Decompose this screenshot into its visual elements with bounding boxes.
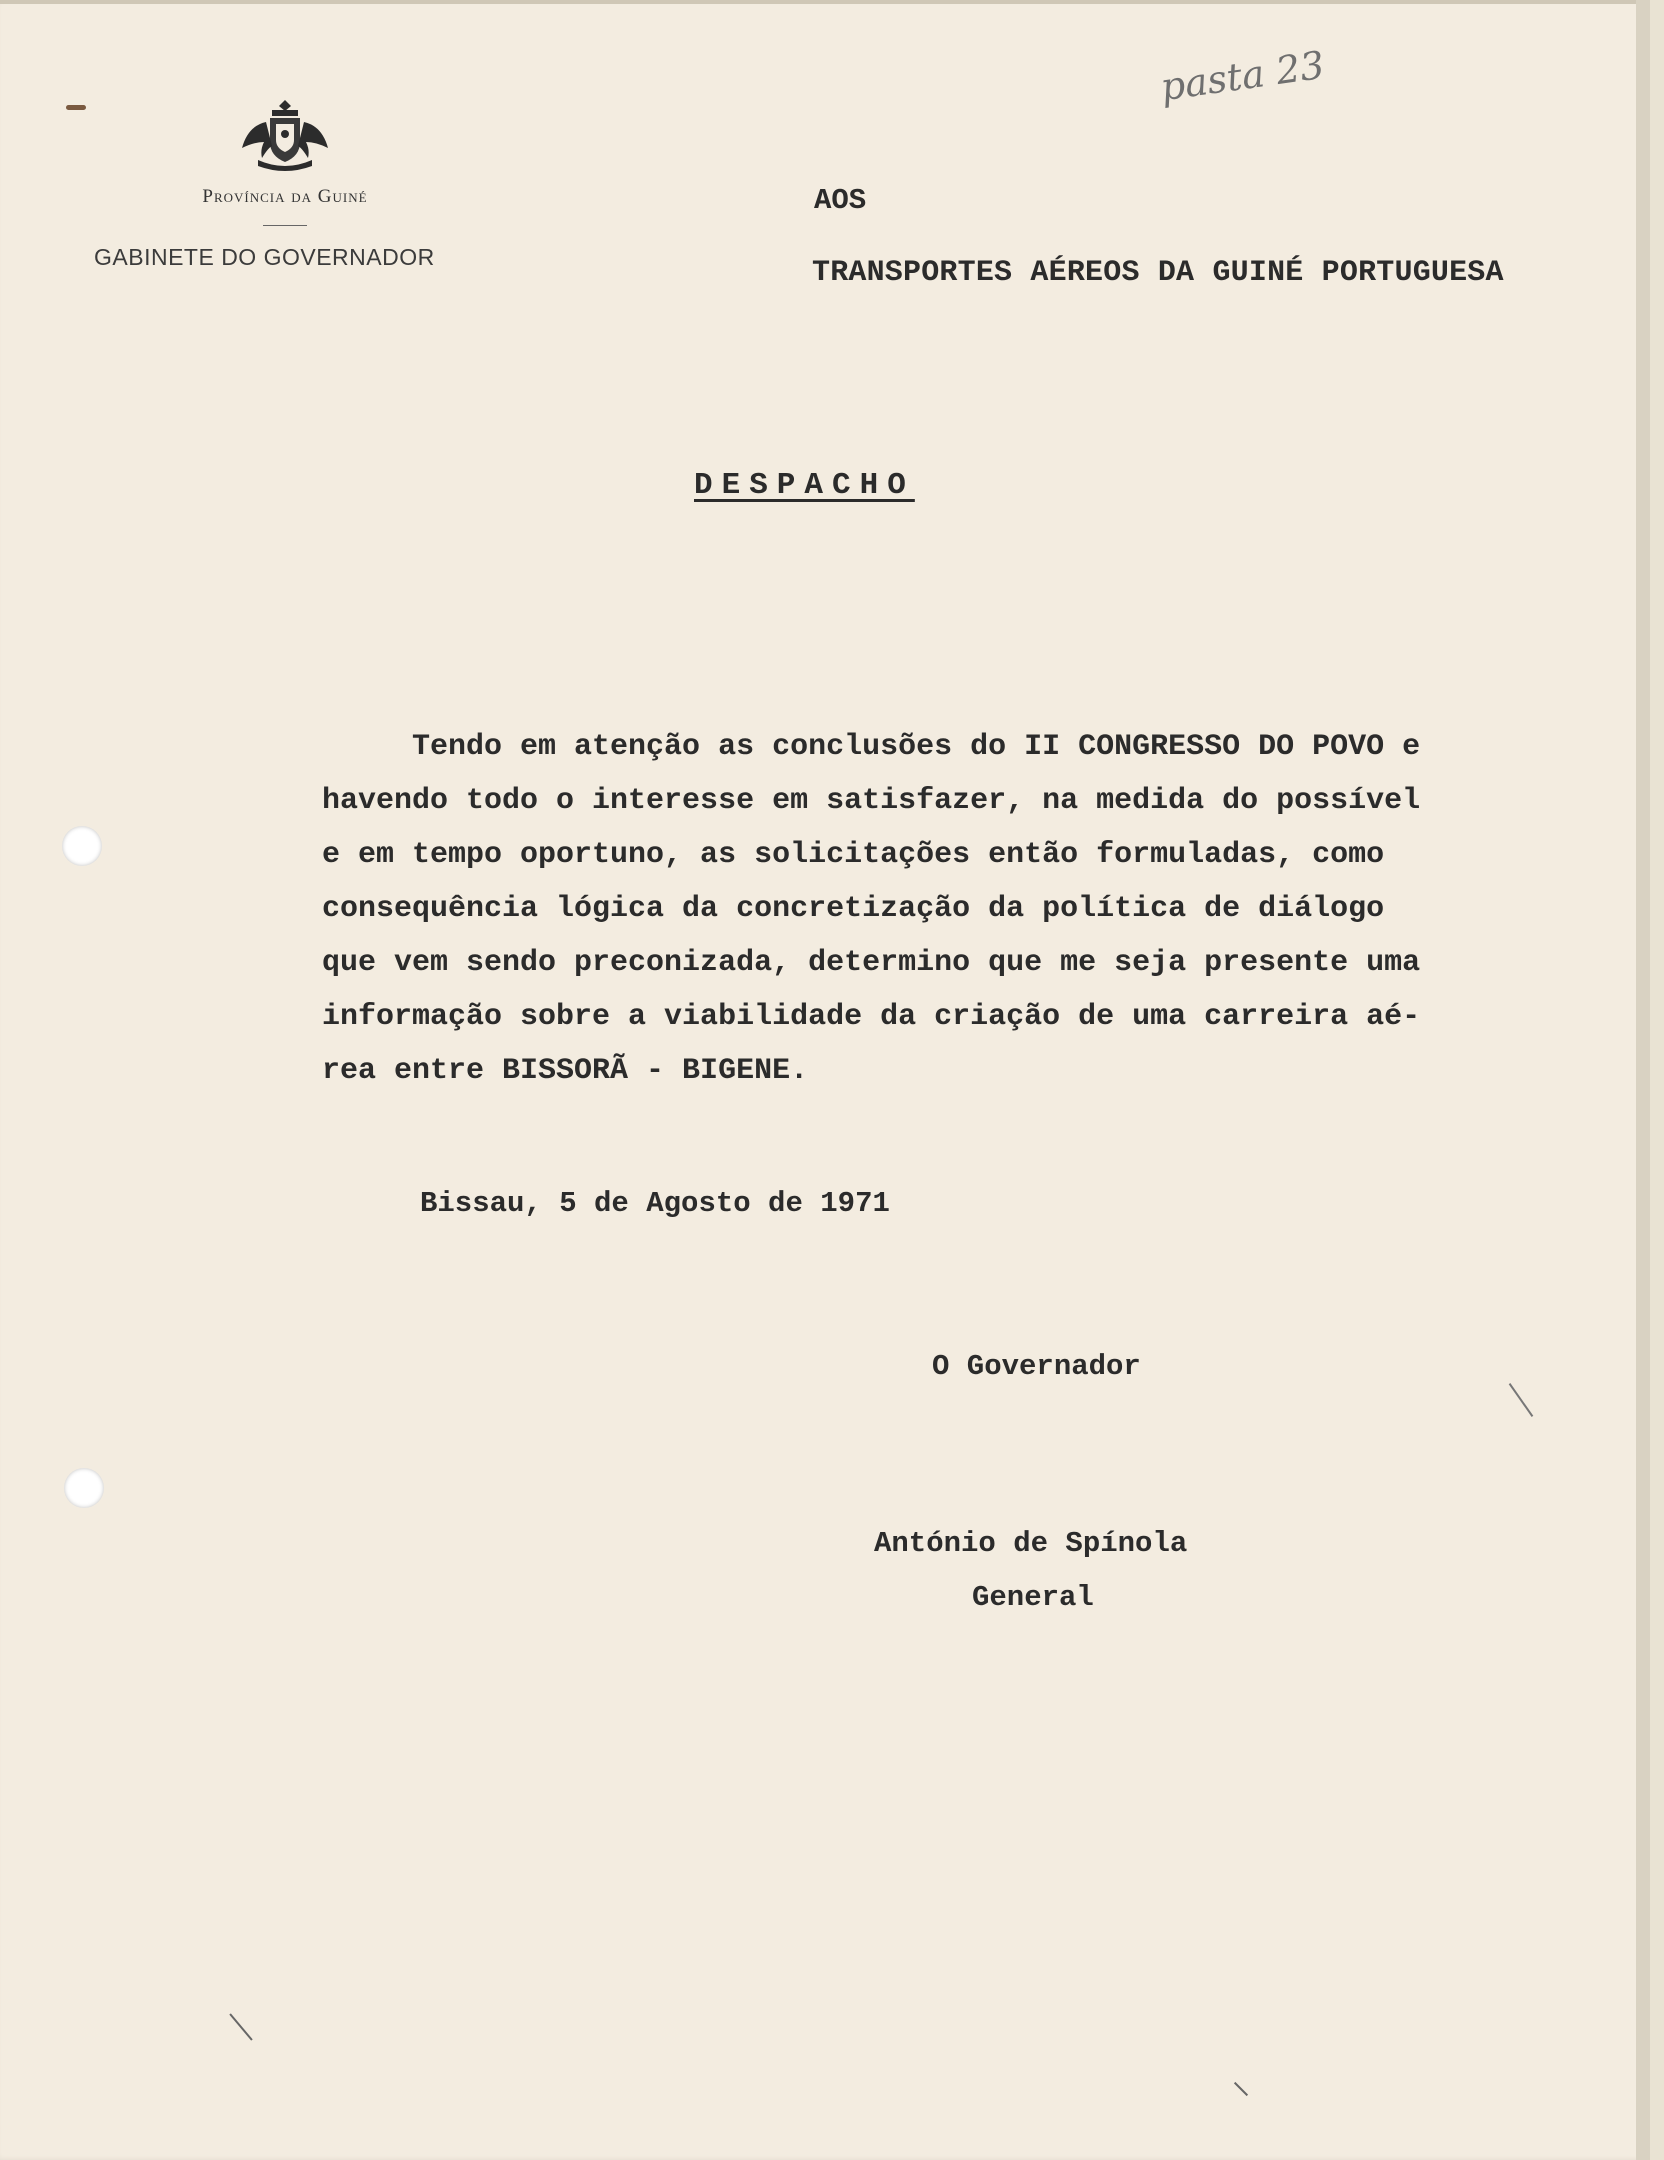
letterhead-divider	[263, 225, 307, 226]
handwritten-annotation: pasta 23	[1157, 42, 1328, 110]
page-top-edge	[0, 0, 1650, 4]
body-line: rea entre BISSORÃ - BIGENE.	[322, 1054, 809, 1088]
body-line: que vem sendo preconizada, determino que me seja presente uma	[322, 946, 1421, 980]
recipient-prefix: AOS	[814, 184, 867, 217]
province-name: Província da Guiné	[202, 186, 368, 207]
body-line: Tendo em atenção as conclusões do II CONGRESSO DO POVO e	[322, 730, 1421, 764]
body-line: consequência lógica da concretização da política de diálogo	[322, 892, 1385, 926]
cabinet-name: GABINETE DO GOVERNADOR	[94, 244, 435, 270]
punch-hole	[62, 826, 102, 866]
body-line: informação sobre a viabilidade da criação de uma carreira aé-	[322, 1000, 1421, 1034]
date-line: Bissau, 5 de Agosto de 1971	[420, 1187, 890, 1220]
recipient-name: TRANSPORTES AÉREOS DA GUINÉ PORTUGUESA	[812, 256, 1504, 290]
signatory-rank: General	[972, 1581, 1094, 1614]
body-line: havendo todo o interesse em satisfazer, na medida do possível	[322, 784, 1421, 818]
signatory-name: António de Spínola	[874, 1527, 1188, 1560]
signatory-role: O Governador	[932, 1350, 1141, 1383]
body-text	[322, 720, 1532, 1098]
document-title: DESPACHO	[694, 468, 915, 503]
paper-mark	[1509, 1383, 1534, 1417]
paper-mark	[1234, 2082, 1248, 2096]
coat-of-arms-icon	[236, 98, 334, 174]
paper-stain	[66, 105, 86, 110]
page-right-edge	[1636, 0, 1650, 2160]
punch-hole	[64, 1468, 104, 1508]
body-line: e em tempo oportuno, as solicitações então formuladas, como	[322, 838, 1385, 872]
paper-mark	[229, 2013, 252, 2040]
